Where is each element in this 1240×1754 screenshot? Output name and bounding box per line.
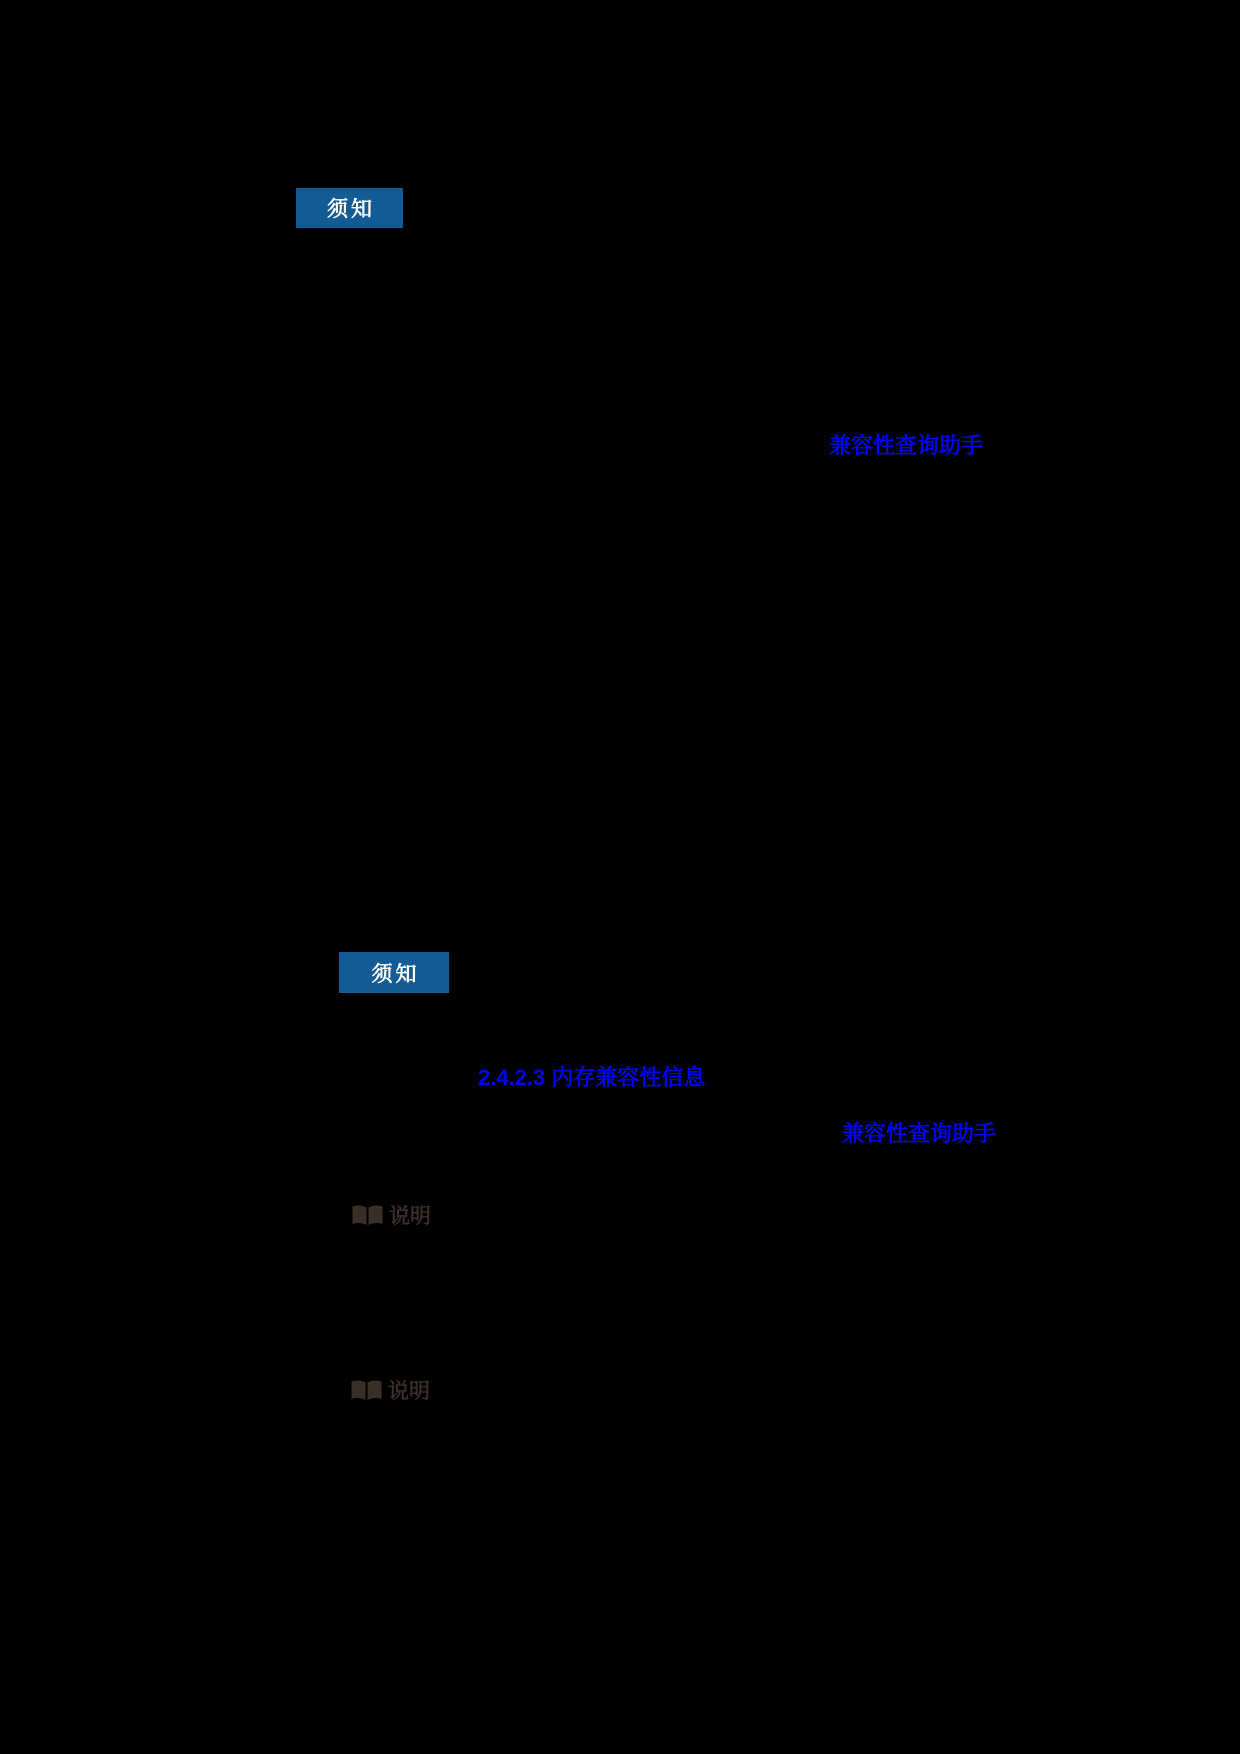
compatibility-checker-link-1[interactable]: 兼容性查询助手 — [829, 433, 984, 458]
notice-badge-2-label: 须知 — [371, 962, 420, 986]
note-label-row-2 — [350, 1375, 430, 1405]
open-book-icon — [351, 1204, 384, 1227]
note-label-2: 说明 — [388, 1380, 430, 1403]
notice-badge-2 — [339, 952, 449, 993]
notice-badge-1-label: 须知 — [327, 198, 375, 221]
section-heading-memory-compatibility: 2.4.2.3 内存兼容性信息 — [478, 1065, 706, 1090]
open-book-icon — [350, 1379, 383, 1402]
note-label-1: 说明 — [389, 1205, 431, 1228]
notice-badge-1 — [296, 188, 403, 228]
note-label-row-1 — [351, 1200, 431, 1230]
compatibility-checker-link-2[interactable]: 兼容性查询助手 — [842, 1121, 997, 1146]
